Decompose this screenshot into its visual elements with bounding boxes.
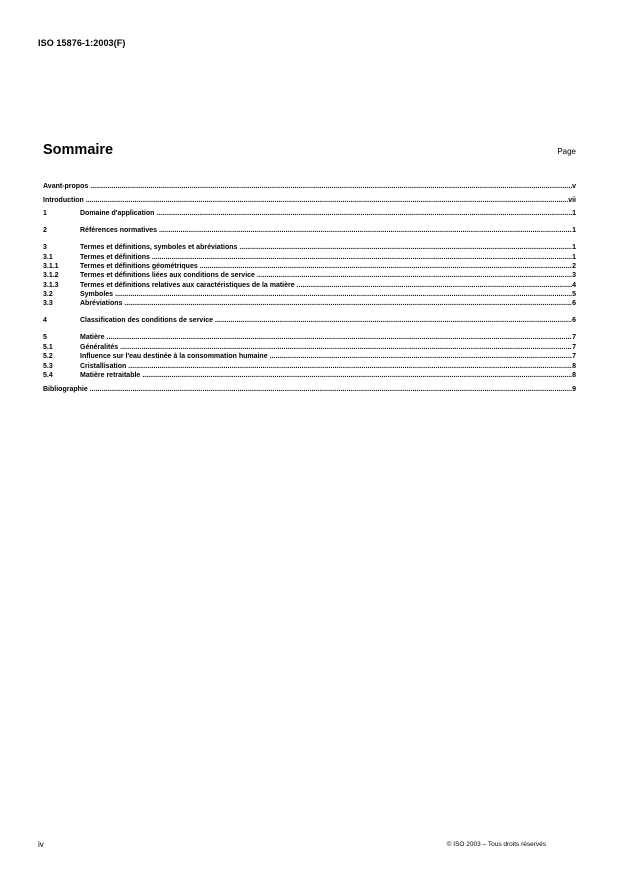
toc-entry-page: 2: [572, 262, 576, 270]
toc-leader-dots: [118, 343, 572, 352]
toc-leader-dots: [105, 333, 573, 342]
toc-entry-page: 4: [572, 281, 576, 289]
toc-entry-text: Termes et définitions, symboles et abréviations: [80, 244, 238, 252]
toc-leader-dots: [84, 196, 568, 205]
toc-entry-page: 7: [572, 353, 576, 361]
toc-entry-page: v: [572, 183, 576, 190]
toc-entry-section-3-1[interactable]: [43, 253, 576, 262]
toc-entry-text: Abréviations: [80, 300, 123, 308]
toc-entry-page: 1: [572, 227, 576, 235]
toc-entry-number: 3.1.1: [43, 262, 59, 270]
toc-entry-section-5-4[interactable]: [43, 371, 576, 380]
toc-entry-text: Matière: [80, 334, 105, 342]
table-of-contents: [43, 182, 576, 394]
toc-entry-section-5-1[interactable]: [43, 343, 576, 352]
toc-entry-text: Termes et définitions relatives aux caractéristiques de la matière: [80, 281, 295, 289]
toc-entry-section-5-3[interactable]: [43, 362, 576, 371]
toc-entry-text: Références normatives: [80, 227, 158, 235]
toc-entry-text: Termes et définitions géométriques: [80, 262, 198, 270]
toc-entry-section-3-1-2[interactable]: [43, 271, 576, 280]
toc-leader-dots: [255, 271, 572, 280]
toc-leader-dots: [295, 281, 572, 290]
footer-copyright: © ISO 2003 – Tous droits réservés: [446, 841, 546, 848]
page-title: Sommaire: [43, 142, 114, 158]
toc-leader-dots: [150, 253, 572, 262]
toc-entry-section-4[interactable]: [43, 316, 576, 325]
toc-entry-page: 5: [572, 291, 576, 299]
toc-entry-text: Classification des conditions de service: [80, 317, 214, 325]
toc-entry-section-3[interactable]: [43, 243, 576, 252]
toc-entry-section-5[interactable]: [43, 333, 576, 342]
toc-entry-section-5-2[interactable]: [43, 352, 576, 361]
toc-leader-dots: [88, 182, 572, 191]
toc-leader-dots: [88, 385, 572, 394]
toc-entry-number: 4: [43, 317, 47, 325]
toc-entry-text: Domaine d'application: [80, 210, 155, 218]
toc-entry-number: 3.2: [43, 291, 53, 299]
toc-entry-page: vii: [568, 196, 576, 204]
toc-entry-number: 3.1.2: [43, 272, 59, 280]
toc-entry-bibliographie[interactable]: [43, 385, 576, 394]
toc-entry-page: 6: [572, 317, 576, 325]
toc-entry-avant-propos[interactable]: [43, 182, 576, 191]
toc-leader-dots: [113, 290, 572, 299]
toc-entry-number: 5.2: [43, 353, 53, 361]
toc-entry-page: 7: [572, 334, 576, 342]
toc-entry-section-3-2[interactable]: [43, 290, 576, 299]
toc-entry-page: 7: [572, 343, 576, 351]
toc-entry-text: Généralités: [80, 343, 119, 351]
toc-entry-section-1[interactable]: [43, 209, 576, 218]
toc-entry-number: 5.3: [43, 362, 53, 370]
toc-entry-number: 1: [43, 210, 47, 218]
toc-entry-text: Avant-propos: [43, 183, 89, 190]
toc-entry-page: 1: [572, 210, 576, 218]
toc-entry-number: 2: [43, 227, 47, 235]
toc-entry-text: Influence sur l'eau destinée à la consommation humaine: [80, 353, 268, 361]
toc-entry-page: 8: [572, 372, 576, 379]
toc-entry-number: 3.3: [43, 300, 53, 308]
toc-leader-dots: [157, 226, 572, 235]
toc-entry-text: Bibliographie: [43, 385, 88, 393]
toc-entry-section-3-3[interactable]: [43, 299, 576, 308]
toc-entry-text: Symboles: [80, 291, 114, 299]
toc-entry-text: Cristallisation: [80, 362, 127, 370]
toc-entry-number: 3.1: [43, 253, 53, 261]
toc-entry-text: Introduction: [43, 196, 84, 204]
toc-leader-dots: [237, 243, 572, 252]
toc-leader-dots: [213, 316, 572, 325]
footer-page-number: iv: [38, 840, 44, 849]
toc-entry-number: 5.1: [43, 343, 53, 351]
toc-entry-page: 1: [572, 244, 576, 252]
toc-entry-page: 6: [572, 300, 576, 308]
toc-entry-page: 8: [572, 362, 576, 370]
toc-entry-text: Matière retraitable: [80, 372, 141, 379]
toc-leader-dots: [198, 262, 572, 271]
toc-entry-number: 3: [43, 244, 47, 252]
toc-leader-dots: [154, 209, 572, 218]
toc-entry-number: 5: [43, 334, 47, 342]
toc-leader-dots: [122, 299, 572, 308]
toc-entry-section-3-1-3[interactable]: [43, 281, 576, 290]
toc-entry-introduction[interactable]: [43, 196, 576, 205]
toc-entry-number: 5.4: [43, 372, 53, 379]
toc-entry-page: 9: [572, 385, 576, 393]
toc-entry-section-2[interactable]: [43, 226, 576, 235]
document-id: ISO 15876-1:2003(F): [38, 38, 126, 48]
toc-leader-dots: [126, 362, 572, 371]
toc-entry-text: Termes et définitions: [80, 253, 150, 261]
toc-entry-section-3-1-1[interactable]: [43, 262, 576, 271]
page-column-label: Page: [557, 147, 576, 156]
toc-leader-dots: [140, 371, 572, 380]
toc-entry-page: 3: [572, 272, 576, 280]
toc-leader-dots: [268, 352, 572, 361]
toc-entry-page: 1: [572, 253, 576, 261]
toc-entry-text: Termes et définitions liées aux conditions de service: [80, 272, 255, 280]
toc-entry-number: 3.1.3: [43, 281, 59, 289]
